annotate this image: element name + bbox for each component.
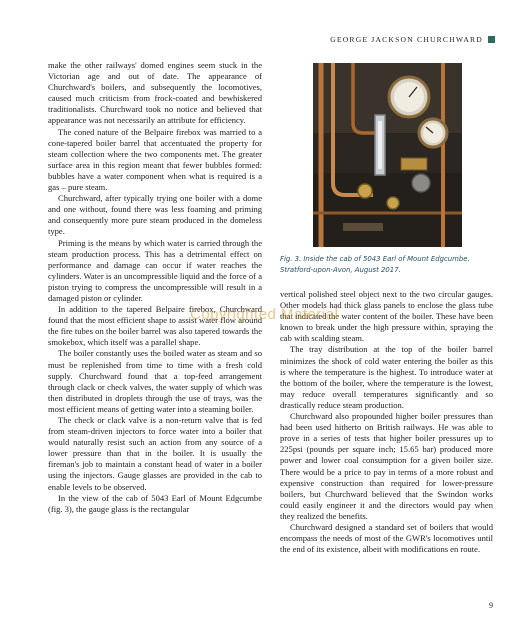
right-text-column xyxy=(280,289,493,555)
copyright-watermark: Copyrighted Material xyxy=(190,306,339,323)
paragraph: Priming is the means by which water is carried through the steam production process. This has a detrimental effect on performance and damage can occur if water reaches the cylinders. Water is an uncompressible liquid and the force of a piston trying to compress the uncompressible will result in a damaged piston or cylinder. xyxy=(48,237,262,303)
paragraph: In addition to the tapered Belpaire firebox, Churchward found that the most efficient shape to assist water flow around the fire tubes on the boiler barrel was also tapered towards the smokebox, which itself was a parallel shape. xyxy=(48,304,262,348)
running-head-square-icon xyxy=(488,36,495,43)
paragraph: The tray distribution at the top of the boiler barrel minimizes the shock of cold water entering the boiler as this is where the temperature is the highest. To introduce water at the bottom of the boiler, where the temperature is the lowest, may reduce overall temperatures significantly and so drastically reduce steam production. xyxy=(280,344,493,410)
running-title: GEORGE JACKSON CHURCHWARD xyxy=(330,35,483,44)
paragraph: Churchward designed a standard set of boilers that would encompass the needs of most of the GWR's locomotives until the end of its existence, albeit with modifications en route. xyxy=(280,521,493,555)
paragraph: Churchward also propounded higher boiler pressures than had been used hitherto on British railways. He was able to prove in a series of tests that higher boiler pressures up to 225psi (pounds per square inch; 15.65 bar) produced more power and lower coal consumption for a given boiler size. There would be a price to pay in terms of a more robust and expensive construction than required for lower-pressure boilers, but Churchward believed that the Swindon works could easily engineer it and the directors would pay when they realized the benefits. xyxy=(280,411,493,521)
left-text-column xyxy=(48,60,262,515)
paragraph: In the view of the cab of 5043 Earl of Mount Edgcumbe (fig. 3), the gauge glass is the rectangular xyxy=(48,492,262,514)
paragraph: The coned nature of the Belpaire firebox was married to a cone-tapered boiler barrel that accentuated the property for steam collection where the two components met. The greater surface area in this region meant that fewer bubbles formed: bubbles have a water component when what is required is a gas – pure steam. xyxy=(48,126,262,193)
paragraph: The check or clack valve is a non-return valve that is fed from steam-driven injectors to force water into a boiler that would naturally resist such an action from any source of a lower pressure than that in the boiler. It is usually the fireman's job to maintain a constant head of water in a boiler using the injectors. Gauge glasses are provided in the cab to enable levels to be observed. xyxy=(48,415,262,492)
page-number: 9 xyxy=(489,601,493,610)
cab-photo xyxy=(313,63,462,247)
paragraph: vertical polished steel object next to the two circular gauges. Other models had thick glass panels to enclose the glass tube that indicated the water content of the boiler. These have been known to break under the high pressure within, spraying the cab with scalding steam. xyxy=(280,289,493,344)
paragraph: Churchward, after typically trying one boiler with a dome and one without, found there was less foaming and priming and consequently more pure steam produced in the domeless type. xyxy=(48,193,262,237)
paragraph: The boiler constantly uses the boiled water as steam and so must be replenished from time to time with a fresh cold supply. Churchward found that a top-feed arrangement through clack or check valves, the water supply of which was then distributed in droplets through the use of trays, was the most efficient means of getting water into a steaming boiler. xyxy=(48,348,262,414)
cab-photo-illustration xyxy=(313,63,462,247)
paragraph: make the other railways' domed engines seem stuck in the Victorian age and out of date. The appearance of Churchward's boilers, and subsequently the locomotives, caused much criticism from frock-coated and bewhiskered traditionalists. Churchward took no notice and believed that appearance was not necessarily an attribute for efficiency. xyxy=(48,60,262,126)
figure-caption: Fig. 3. Inside the cab of 5043 Earl of Mount Edgcumbe. Stratford-upon-Avon, August 2017. xyxy=(280,255,470,274)
running-head xyxy=(330,35,495,44)
